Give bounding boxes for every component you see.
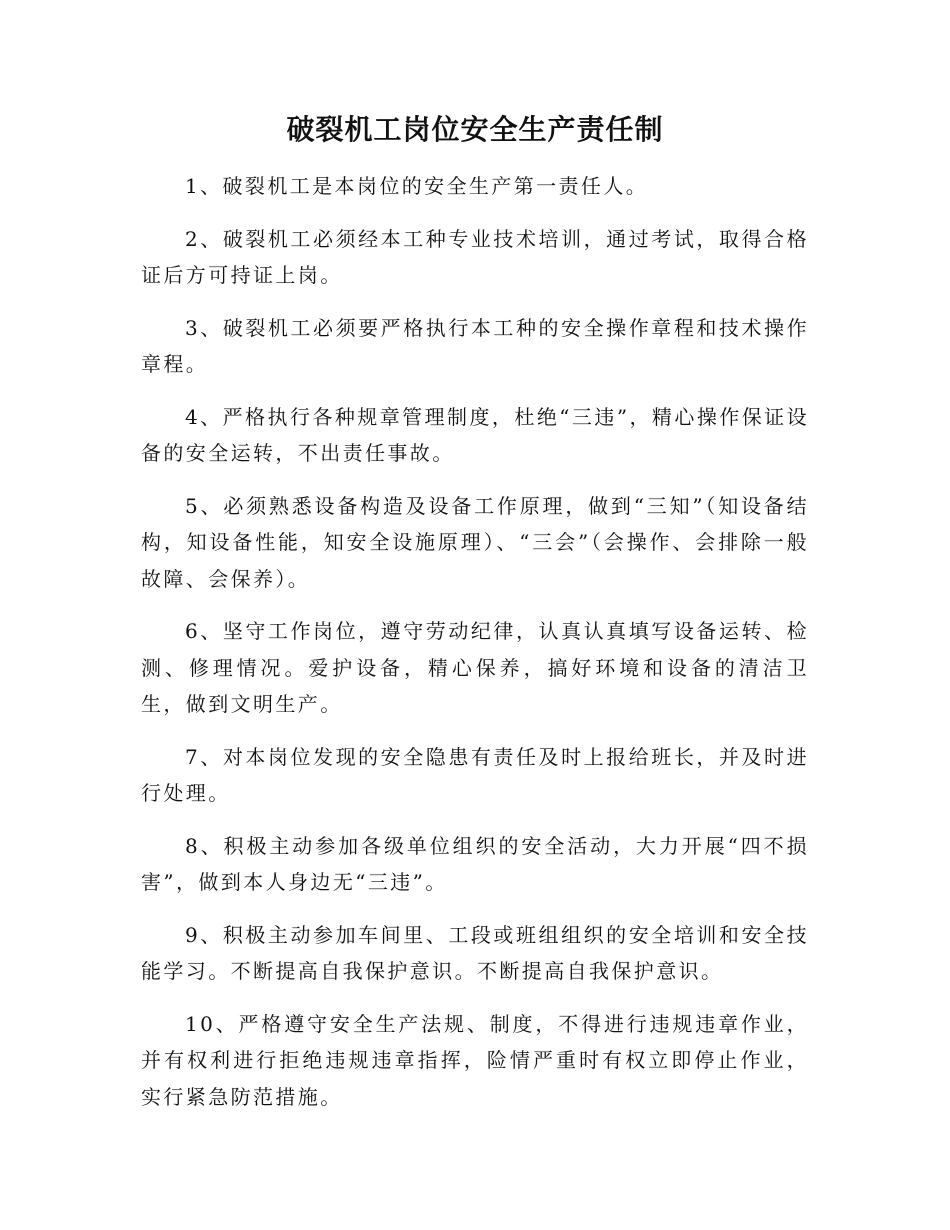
paragraph-3: 3、破裂机工必须要严格执行本工种的安全操作章程和技术操作章程。: [141, 315, 809, 376]
paragraph-10: 10、严格遵守安全生产法规、制度，不得进行违规违章作业，并有权利进行拒绝违规违章指挥，险情严重时有权立即停止作业，实行紧急防范措施。: [141, 1011, 809, 1109]
document-page: [141, 110, 809, 1131]
document-title: 破裂机工岗位安全生产责任制: [286, 113, 664, 146]
paragraph-2: 2、破裂机工必须经本工种专业技术培训，通过考试，取得合格证后方可持证上岗。: [141, 226, 809, 287]
paragraph-8: 8、积极主动参加各级单位组织的安全活动，大力开展“四不损害”，做到本人身边无“三违”。: [141, 833, 809, 894]
paragraph-1: 1、破裂机工是本岗位的安全生产第一责任人。: [185, 174, 649, 198]
paragraph-6: 6、坚守工作岗位，遵守劳动纪律，认真认真填写设备运转、检测、修理情况。爱护设备，精心保养，搞好环境和设备的清洁卫生，做到文明生产。: [141, 619, 809, 716]
paragraph-7: 7、对本岗位发现的安全隐患有责任及时上报给班长，并及时进行处理。: [141, 744, 809, 805]
paragraph-9: 9、积极主动参加车间里、工段或班组组织的安全培训和安全技能学习。不断提高自我保护意识。不断提高自我保护意识。: [141, 922, 809, 983]
paragraph-4: 4、严格执行各种规章管理制度，杜绝“三违”，精心操作保证设备的安全运转，不出责任事故。: [141, 404, 809, 465]
paragraph-5: 5、必须熟悉设备构造及设备工作原理，做到“三知”（知设备结构，知设备性能，知安全设施原理）、“三会”（会操作、会排除一般故障、会保养）。: [141, 493, 809, 591]
